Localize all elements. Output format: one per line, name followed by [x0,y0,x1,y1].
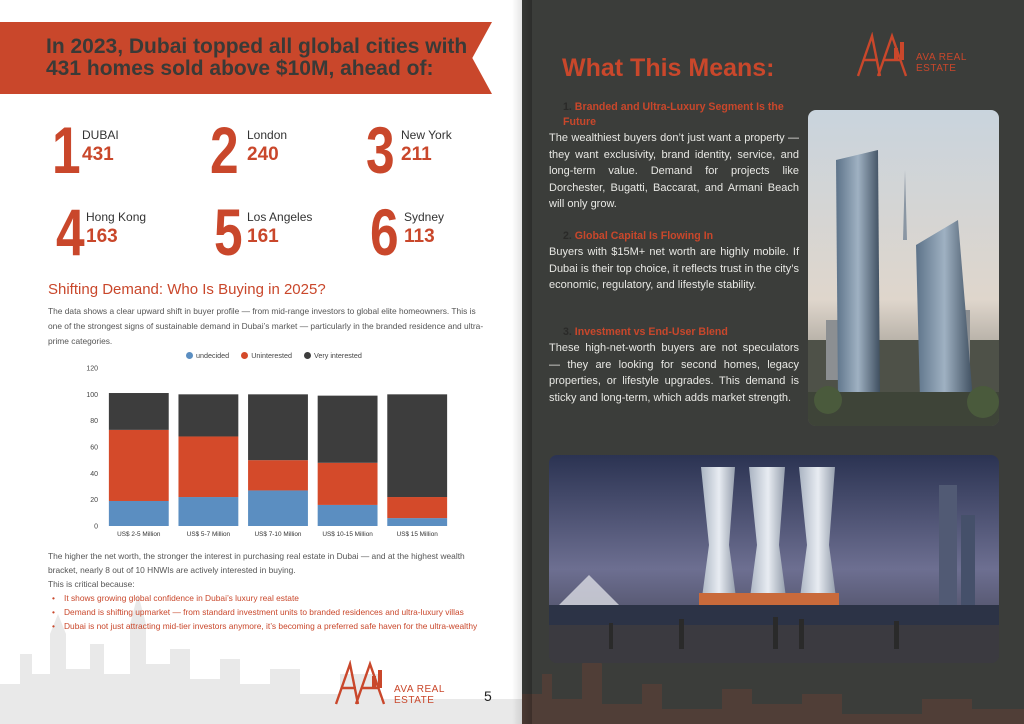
point-2 [549,229,799,294]
point-body: These high-net-worth buyers are not speculators — they are looking for second homes, legacy properties, or lifestyle upgrades. This demand is sticky and long-term, which adds market strength. [549,342,799,404]
body-paragraph [48,549,488,591]
point-number: 1. [563,101,572,113]
city-name: Hong Kong [86,210,147,224]
city-count: 113 [404,226,435,247]
bar-segment-undecided [318,505,378,526]
headline: In 2023, Dubai topped all global cities with 431 homes sold above $10M, ahead of: [46,35,468,80]
bar-segment-undecided [387,518,447,526]
critical-intro: This is critical because: [48,579,135,589]
y-tick-label: 20 [90,497,98,505]
bar-segment-uninterested [109,430,169,501]
rank-number: 4 [56,195,85,269]
x-tick-label: US$ 7-10 Million [254,531,302,538]
city-name: Sydney [404,210,445,224]
city-rank-1 [52,113,202,187]
city-name: London [247,128,288,142]
logo-text: AVA REAL ESTATE [394,684,445,706]
city-name: New York [401,128,452,142]
section-title: Shifting Demand: Who Is Buying in 2025? [48,281,326,298]
bar-segment-very-interested [387,394,447,497]
point-body: The wealthiest buyers don’t just want a property — they want exclusivity, brand identity, service, and long-term value. Demand for projects like Dorchester, Bugatti, Baccarat, and Armani Beach will only grow. [549,132,799,210]
ava-monogram-icon [854,32,914,78]
point-heading [549,229,799,244]
point-title: Investment vs End-User Blend [574,326,728,338]
twin-towers-illustration [808,110,999,426]
bar-segment-undecided [178,497,238,526]
point-body: Buyers with $15M+ net worth are highly mobile. If Dubai is their top choice, it reflects trust in the city’s economic, regulatory, and lifestyle stability. [549,246,799,291]
point-1 [549,100,799,213]
rank-number: 6 [370,195,399,269]
x-tick-label: US$ 10-15 Million [322,531,373,538]
point-3 [549,325,799,406]
point-title: Global Capital Is Flowing In [574,230,714,242]
rank-number: 2 [210,113,239,187]
bar-segment-very-interested [248,394,308,460]
right-title: What This Means: [562,54,775,82]
y-tick-label: 100 [86,391,98,399]
city-rank-5 [214,195,364,269]
city-count: 211 [401,144,432,165]
rank-number: 1 [52,113,81,187]
bar-segment-uninterested [318,463,378,505]
point-heading [549,325,799,340]
x-tick-label: US$ 15 Million [396,531,438,538]
stacked-bar-chart [70,346,460,542]
bar-segment-uninterested [248,460,308,490]
legend-label: Uninterested [251,351,292,360]
page-number: 5 [484,688,492,704]
city-count: 163 [86,226,118,247]
point-heading [549,100,799,130]
ava-logo [332,660,482,710]
point-number: 3. [563,326,572,338]
city-count: 240 [247,144,279,165]
x-tick-label: US$ 2-5 Million [117,531,161,538]
bar-segment-uninterested [387,497,447,518]
city-count: 431 [82,144,114,165]
bar-segment-uninterested [178,436,238,497]
city-rank-2 [210,113,360,187]
bar-segment-very-interested [178,394,238,436]
right-page [522,0,1024,724]
point-title: Branded and Ultra-Luxury Segment Is the Future [563,101,784,128]
city-name: Los Angeles [247,210,313,224]
bullet-item: • Demand is shifting upmarket — from standard investment units to branded residences and ultra-luxury villas [52,605,492,619]
city-rank-4 [56,195,206,269]
ava-monogram-icon [332,660,392,706]
point-number: 2. [563,230,572,242]
book-spine-shadow [512,0,532,724]
bar-segment-undecided [248,490,308,526]
bar-segment-undecided [109,501,169,526]
rank-number: 3 [366,113,395,187]
tower-photo [808,110,999,426]
city-name: DUBAI [82,128,119,142]
body-text: The higher the net worth, the stronger the interest in purchasing real estate in Dubai — and at the highest wealth bracket, nearly 8 out of 10 HNWIs are actively interested in buying. [48,551,465,575]
city-rank-6 [370,195,520,269]
y-tick-label: 120 [86,365,98,373]
rank-number: 5 [214,195,243,269]
bar-segment-very-interested [318,396,378,463]
y-tick-label: 60 [90,444,98,452]
legend-label: undecided [196,351,230,360]
intro-paragraph: The data shows a clear upward shift in buyer profile — from mid-range investors to global elite homeowners. This is one of the strongest signs of sustainable demand in Dubai’s market — particularly in the branded residence and ultra-prime categories. [48,306,484,346]
y-tick-label: 40 [90,470,98,478]
bullet-list [52,591,492,633]
logo-text: AVA REAL ESTATE [916,52,967,74]
y-tick-label: 0 [94,523,98,531]
bullet-item: • Dubai is not just attracting mid-tier investors anymore, it’s becoming a preferred safe haven for the ultra-wealthy [52,619,492,633]
bar-segment-very-interested [109,393,169,430]
city-count: 161 [247,226,279,247]
y-tick-label: 80 [90,418,98,426]
city-rank-3 [366,113,516,187]
x-tick-label: US$ 5-7 Million [186,531,231,538]
waterfront-towers-illustration [549,455,999,663]
ava-logo [854,32,1004,82]
bullet-item: • It shows growing global confidence in Dubai’s luxury real estate [52,591,492,605]
marina-photo [549,455,999,663]
legend-label: Very interested [313,351,362,360]
